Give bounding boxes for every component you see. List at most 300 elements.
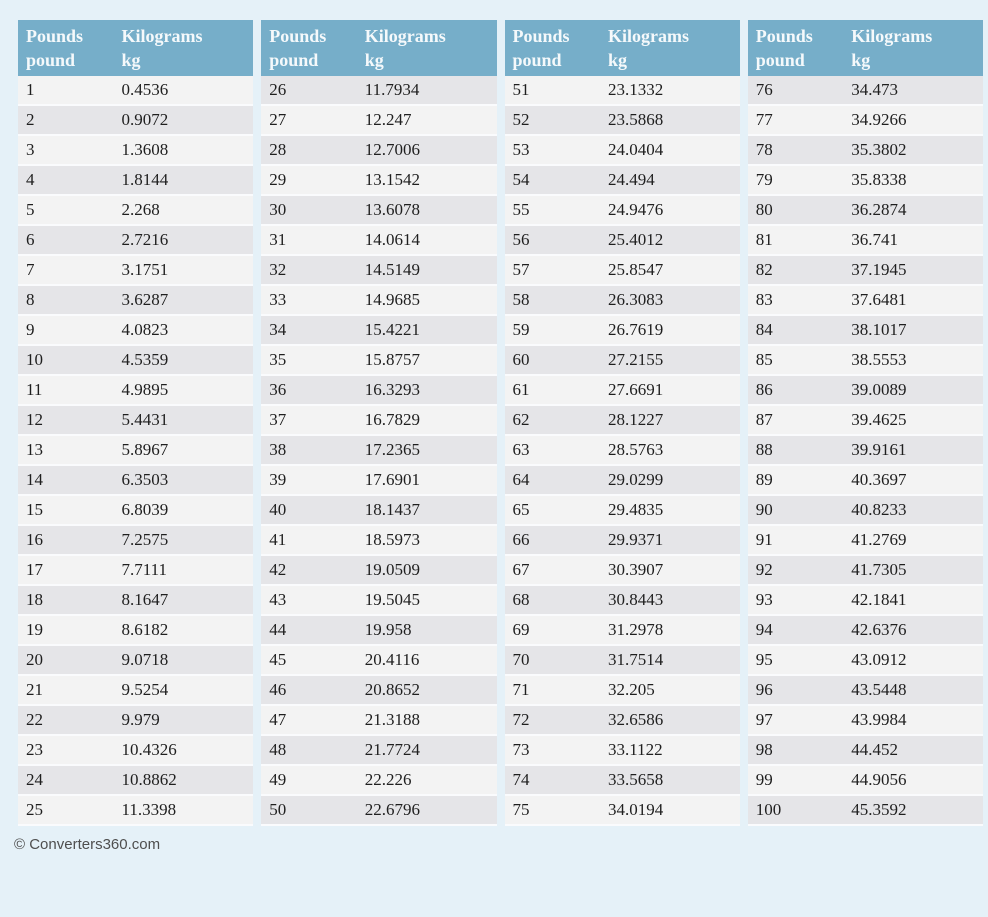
table-row <box>748 376 983 406</box>
pounds-value: 24 <box>26 770 43 789</box>
table-row <box>505 286 740 316</box>
pounds-value: 39 <box>269 470 287 489</box>
pounds-value: 17 <box>26 560 43 579</box>
table-row <box>748 406 983 436</box>
table-row <box>261 586 496 616</box>
table-row <box>505 796 740 826</box>
table-row <box>18 376 253 406</box>
table-row <box>261 136 496 166</box>
pounds-value: 94 <box>755 620 773 639</box>
pounds-value: 70 <box>512 650 530 669</box>
table-row <box>748 706 983 736</box>
table-row <box>18 226 253 256</box>
kilograms-value: 23.1332 <box>608 80 664 99</box>
table-row <box>261 76 496 106</box>
kilograms-value: 22.6796 <box>364 800 420 819</box>
pounds-value: 31 <box>269 230 287 249</box>
pounds-value: 63 <box>512 440 530 459</box>
table-row <box>18 406 253 436</box>
table-row <box>505 376 740 406</box>
kilograms-value: 41.7305 <box>851 560 907 579</box>
table-row <box>505 676 740 706</box>
kilograms-value: 28.5763 <box>608 440 664 459</box>
conversion-table-1 <box>18 20 253 826</box>
table-row <box>261 256 496 286</box>
kilograms-value: 9.979 <box>121 710 160 729</box>
pounds-value: 65 <box>512 500 530 519</box>
pounds-value: 40 <box>269 500 287 519</box>
pounds-value: 68 <box>512 590 530 609</box>
kilograms-value: 5.4431 <box>121 410 169 429</box>
kilograms-value: 19.0509 <box>364 560 420 579</box>
pounds-value: 46 <box>269 680 287 699</box>
pounds-value: 92 <box>755 560 773 579</box>
table-row <box>261 376 496 406</box>
table-row <box>18 196 253 226</box>
kilograms-value: 14.0614 <box>364 230 420 249</box>
table-row <box>748 106 983 136</box>
kilograms-value: 43.0912 <box>851 650 907 669</box>
kilograms-value: 29.9371 <box>608 530 664 549</box>
table-row <box>748 136 983 166</box>
kilograms-value: 6.3503 <box>121 470 169 489</box>
kilograms-value: 13.1542 <box>364 170 420 189</box>
kilograms-value: 32.6586 <box>608 710 664 729</box>
pounds-value: 51 <box>512 80 530 99</box>
kilograms-value: 10.4326 <box>121 740 177 759</box>
kilograms-value: 15.8757 <box>364 350 420 369</box>
kilograms-value: 43.5448 <box>851 680 907 699</box>
kilograms-value: 9.0718 <box>121 650 169 669</box>
kilograms-value: 39.4625 <box>851 410 907 429</box>
pounds-value: 57 <box>512 260 530 279</box>
pounds-value: 98 <box>755 740 773 759</box>
table-row <box>261 286 496 316</box>
pounds-header-title: Pounds <box>512 25 570 46</box>
pounds-value: 83 <box>755 290 773 309</box>
pounds-value: 96 <box>755 680 773 699</box>
pounds-value: 72 <box>512 710 530 729</box>
table-row <box>748 736 983 766</box>
pounds-value: 59 <box>512 320 530 339</box>
pounds-value: 95 <box>755 650 773 669</box>
pounds-value: 26 <box>269 80 287 99</box>
table-row <box>18 796 253 826</box>
table-row <box>505 346 740 376</box>
kilograms-header-unit: kg <box>608 50 628 70</box>
table-row <box>18 496 253 526</box>
kilograms-value: 6.8039 <box>121 500 169 519</box>
kilograms-value: 18.1437 <box>364 500 420 519</box>
pounds-value: 34 <box>269 320 287 339</box>
kilograms-column-header <box>851 20 983 76</box>
table-row <box>505 736 740 766</box>
table-header <box>748 20 983 76</box>
pounds-value: 99 <box>755 770 773 789</box>
table-row <box>505 586 740 616</box>
pounds-value: 67 <box>512 560 530 579</box>
pounds-value: 76 <box>755 80 773 99</box>
kilograms-value: 29.0299 <box>608 470 664 489</box>
pounds-value: 87 <box>755 410 773 429</box>
pounds-value: 84 <box>755 320 773 339</box>
kilograms-value: 7.2575 <box>121 530 169 549</box>
kilograms-value: 20.4116 <box>364 650 420 669</box>
kilograms-value: 8.1647 <box>121 590 169 609</box>
table-row <box>261 526 496 556</box>
pounds-value: 53 <box>512 140 530 159</box>
pounds-value: 4 <box>26 170 35 189</box>
pounds-value: 10 <box>26 350 43 369</box>
table-row <box>18 106 253 136</box>
pounds-value: 97 <box>755 710 773 729</box>
table-row <box>748 496 983 526</box>
kilograms-header-unit: kg <box>121 50 141 70</box>
table-row <box>748 466 983 496</box>
pounds-value: 16 <box>26 530 43 549</box>
pounds-value: 55 <box>512 200 530 219</box>
pounds-value: 12 <box>26 410 43 429</box>
kilograms-column-header <box>122 20 254 76</box>
table-row <box>505 76 740 106</box>
pounds-value: 13 <box>26 440 43 459</box>
pounds-value: 66 <box>512 530 530 549</box>
kilograms-value: 8.6182 <box>121 620 169 639</box>
kilograms-value: 43.9984 <box>851 710 907 729</box>
pounds-value: 36 <box>269 380 287 399</box>
pounds-value: 91 <box>755 530 773 549</box>
kilograms-header-title: Kilograms <box>608 25 689 46</box>
kilograms-value: 25.4012 <box>608 230 664 249</box>
table-row <box>18 616 253 646</box>
pounds-value: 25 <box>26 800 43 819</box>
pounds-value: 42 <box>269 560 287 579</box>
pounds-value: 22 <box>26 710 43 729</box>
kilograms-value: 13.6078 <box>364 200 420 219</box>
pounds-value: 85 <box>755 350 773 369</box>
table-row <box>261 436 496 466</box>
table-row <box>505 556 740 586</box>
kilograms-value: 1.8144 <box>121 170 169 189</box>
kilograms-value: 36.2874 <box>851 200 907 219</box>
kilograms-value: 3.1751 <box>121 260 169 279</box>
kilograms-value: 18.5973 <box>364 530 420 549</box>
kilograms-value: 21.3188 <box>364 710 420 729</box>
table-row <box>18 436 253 466</box>
pounds-header-unit: pound <box>269 50 319 70</box>
table-row <box>18 706 253 736</box>
kilograms-header-title: Kilograms <box>121 25 203 46</box>
pounds-value: 77 <box>755 110 773 129</box>
table-row <box>261 406 496 436</box>
table-header <box>18 20 253 76</box>
table-row <box>505 706 740 736</box>
pounds-value: 79 <box>755 170 773 189</box>
kilograms-value: 28.1227 <box>608 410 664 429</box>
pounds-value: 64 <box>512 470 530 489</box>
table-row <box>261 706 496 736</box>
kilograms-value: 11.7934 <box>364 80 420 99</box>
kilograms-value: 40.3697 <box>851 470 907 489</box>
table-row <box>505 436 740 466</box>
pounds-value: 41 <box>269 530 287 549</box>
pounds-column-header <box>18 20 122 76</box>
pounds-header-unit: pound <box>512 50 562 70</box>
pounds-value: 38 <box>269 440 287 459</box>
pounds-value: 6 <box>26 230 35 249</box>
table-row <box>748 286 983 316</box>
pounds-value: 93 <box>755 590 773 609</box>
kilograms-value: 17.2365 <box>364 440 420 459</box>
table-row <box>261 766 496 796</box>
pounds-value: 18 <box>26 590 43 609</box>
kilograms-value: 39.0089 <box>851 380 907 399</box>
table-row <box>18 166 253 196</box>
pounds-value: 37 <box>269 410 287 429</box>
table-row <box>18 766 253 796</box>
kilograms-value: 27.6691 <box>608 380 664 399</box>
kilograms-value: 4.9895 <box>121 380 169 399</box>
table-row <box>748 766 983 796</box>
kilograms-value: 21.7724 <box>364 740 420 759</box>
kilograms-value: 26.3083 <box>608 290 664 309</box>
pounds-value: 52 <box>512 110 530 129</box>
pounds-header-title: Pounds <box>269 25 327 46</box>
table-row <box>261 736 496 766</box>
table-row <box>748 556 983 586</box>
pounds-value: 80 <box>755 200 773 219</box>
kilograms-value: 12.247 <box>364 110 412 129</box>
kilograms-value: 30.8443 <box>608 590 664 609</box>
table-row <box>505 496 740 526</box>
kilograms-value: 16.3293 <box>364 380 420 399</box>
pounds-value: 82 <box>755 260 773 279</box>
table-row <box>18 526 253 556</box>
kilograms-value: 31.7514 <box>608 650 664 669</box>
pounds-header-unit: pound <box>26 50 76 70</box>
pounds-value: 45 <box>269 650 287 669</box>
kilograms-value: 42.6376 <box>851 620 907 639</box>
pounds-value: 100 <box>755 800 782 819</box>
kilograms-value: 5.8967 <box>121 440 169 459</box>
table-row <box>18 286 253 316</box>
kilograms-value: 45.3592 <box>851 800 907 819</box>
table-row <box>748 346 983 376</box>
table-row <box>748 646 983 676</box>
table-row <box>261 106 496 136</box>
kilograms-header-title: Kilograms <box>364 25 446 46</box>
table-row <box>18 586 253 616</box>
pounds-value: 23 <box>26 740 43 759</box>
table-row <box>18 556 253 586</box>
pounds-value: 71 <box>512 680 530 699</box>
table-row <box>261 466 496 496</box>
table-row <box>748 196 983 226</box>
kilograms-value: 37.1945 <box>851 260 907 279</box>
kilograms-value: 34.473 <box>851 80 898 99</box>
pounds-value: 90 <box>755 500 773 519</box>
kilograms-value: 24.0404 <box>608 140 664 159</box>
table-row <box>505 316 740 346</box>
pounds-value: 8 <box>26 290 35 309</box>
table-header <box>261 20 496 76</box>
table-row <box>748 76 983 106</box>
table-row <box>18 136 253 166</box>
kilograms-value: 44.452 <box>851 740 898 759</box>
kilograms-value: 11.3398 <box>121 800 177 819</box>
table-row <box>505 466 740 496</box>
pounds-value: 61 <box>512 380 530 399</box>
kilograms-value: 4.0823 <box>121 320 169 339</box>
table-row <box>261 496 496 526</box>
kilograms-value: 9.5254 <box>121 680 169 699</box>
pounds-value: 49 <box>269 770 287 789</box>
table-row <box>505 526 740 556</box>
table-row <box>261 196 496 226</box>
kilograms-value: 19.958 <box>364 620 412 639</box>
pounds-value: 73 <box>512 740 530 759</box>
pounds-value: 9 <box>26 320 35 339</box>
table-row <box>505 166 740 196</box>
pounds-header-title: Pounds <box>755 25 813 46</box>
table-row <box>505 196 740 226</box>
kilograms-value: 2.7216 <box>121 230 169 249</box>
pounds-value: 56 <box>512 230 530 249</box>
table-row <box>261 616 496 646</box>
pounds-value: 48 <box>269 740 287 759</box>
kilograms-value: 26.7619 <box>608 320 664 339</box>
kilograms-value: 19.5045 <box>364 590 420 609</box>
kilograms-value: 14.5149 <box>364 260 420 279</box>
pounds-value: 62 <box>512 410 530 429</box>
kilograms-value: 33.1122 <box>608 740 663 759</box>
table-row <box>18 346 253 376</box>
kilograms-value: 7.7111 <box>121 560 167 579</box>
table-row <box>261 796 496 826</box>
pounds-value: 60 <box>512 350 530 369</box>
kilograms-value: 22.226 <box>364 770 412 789</box>
pounds-value: 28 <box>269 140 287 159</box>
table-row <box>18 256 253 286</box>
kilograms-value: 14.9685 <box>364 290 420 309</box>
table-row <box>505 616 740 646</box>
pounds-value: 88 <box>755 440 773 459</box>
pounds-column-header <box>505 20 609 76</box>
table-row <box>261 316 496 346</box>
pounds-value: 5 <box>26 200 35 219</box>
table-row <box>261 556 496 586</box>
pounds-value: 86 <box>755 380 773 399</box>
pounds-value: 11 <box>26 380 43 399</box>
kilograms-value: 41.2769 <box>851 530 907 549</box>
kilograms-value: 10.8862 <box>121 770 177 789</box>
pounds-value: 78 <box>755 140 773 159</box>
table-header <box>505 20 740 76</box>
kilograms-value: 4.5359 <box>121 350 169 369</box>
pounds-value: 3 <box>26 140 35 159</box>
pounds-value: 15 <box>26 500 43 519</box>
table-row <box>18 646 253 676</box>
kilograms-header-unit: kg <box>851 50 871 70</box>
table-row <box>748 166 983 196</box>
kilograms-value: 39.9161 <box>851 440 907 459</box>
pounds-value: 89 <box>755 470 773 489</box>
pounds-value: 35 <box>269 350 287 369</box>
kilograms-column-header <box>365 20 497 76</box>
pounds-column-header <box>261 20 365 76</box>
kilograms-value: 0.9072 <box>121 110 169 129</box>
pounds-value: 33 <box>269 290 287 309</box>
pounds-value: 1 <box>26 80 35 99</box>
kilograms-value: 37.6481 <box>851 290 907 309</box>
pounds-value: 50 <box>269 800 287 819</box>
pounds-value: 47 <box>269 710 287 729</box>
table-row <box>261 676 496 706</box>
table-row <box>748 436 983 466</box>
conversion-tables-grid <box>18 20 983 826</box>
table-row <box>505 226 740 256</box>
table-row <box>505 256 740 286</box>
pounds-value: 43 <box>269 590 287 609</box>
pounds-value: 7 <box>26 260 35 279</box>
table-row <box>748 226 983 256</box>
table-row <box>18 466 253 496</box>
kilograms-value: 20.8652 <box>364 680 420 699</box>
pounds-value: 19 <box>26 620 43 639</box>
table-row <box>505 766 740 796</box>
table-row <box>505 646 740 676</box>
kilograms-header-unit: kg <box>364 50 384 70</box>
pounds-header-title: Pounds <box>26 25 84 46</box>
pounds-value: 27 <box>269 110 287 129</box>
kilograms-value: 38.1017 <box>851 320 907 339</box>
kilograms-value: 24.494 <box>608 170 655 189</box>
footer-credit: © Converters360.com <box>14 836 161 853</box>
table-row <box>18 736 253 766</box>
table-row <box>505 136 740 166</box>
conversion-table-3 <box>505 20 740 826</box>
pounds-header-unit: pound <box>755 50 805 70</box>
pounds-value: 14 <box>26 470 43 489</box>
kilograms-value: 35.3802 <box>851 140 907 159</box>
kilograms-value: 40.8233 <box>851 500 907 519</box>
pounds-value: 20 <box>26 650 43 669</box>
table-row <box>505 106 740 136</box>
pounds-value: 29 <box>269 170 287 189</box>
table-row <box>748 526 983 556</box>
kilograms-value: 0.4536 <box>121 80 169 99</box>
kilograms-value: 38.5553 <box>851 350 907 369</box>
kilograms-value: 1.3608 <box>121 140 169 159</box>
table-row <box>505 406 740 436</box>
pounds-value: 21 <box>26 680 43 699</box>
kilograms-value: 15.4221 <box>364 320 420 339</box>
pounds-value: 74 <box>512 770 530 789</box>
pounds-value: 81 <box>755 230 773 249</box>
table-row <box>748 796 983 826</box>
table-row <box>261 226 496 256</box>
kilograms-value: 36.741 <box>851 230 898 249</box>
kilograms-value: 25.8547 <box>608 260 664 279</box>
kilograms-value: 34.9266 <box>851 110 907 129</box>
pounds-value: 69 <box>512 620 530 639</box>
pounds-value: 58 <box>512 290 530 309</box>
pounds-value: 75 <box>512 800 530 819</box>
kilograms-value: 44.9056 <box>851 770 907 789</box>
kilograms-value: 32.205 <box>608 680 655 699</box>
kilograms-value: 12.7006 <box>364 140 420 159</box>
kilograms-value: 3.6287 <box>121 290 169 309</box>
